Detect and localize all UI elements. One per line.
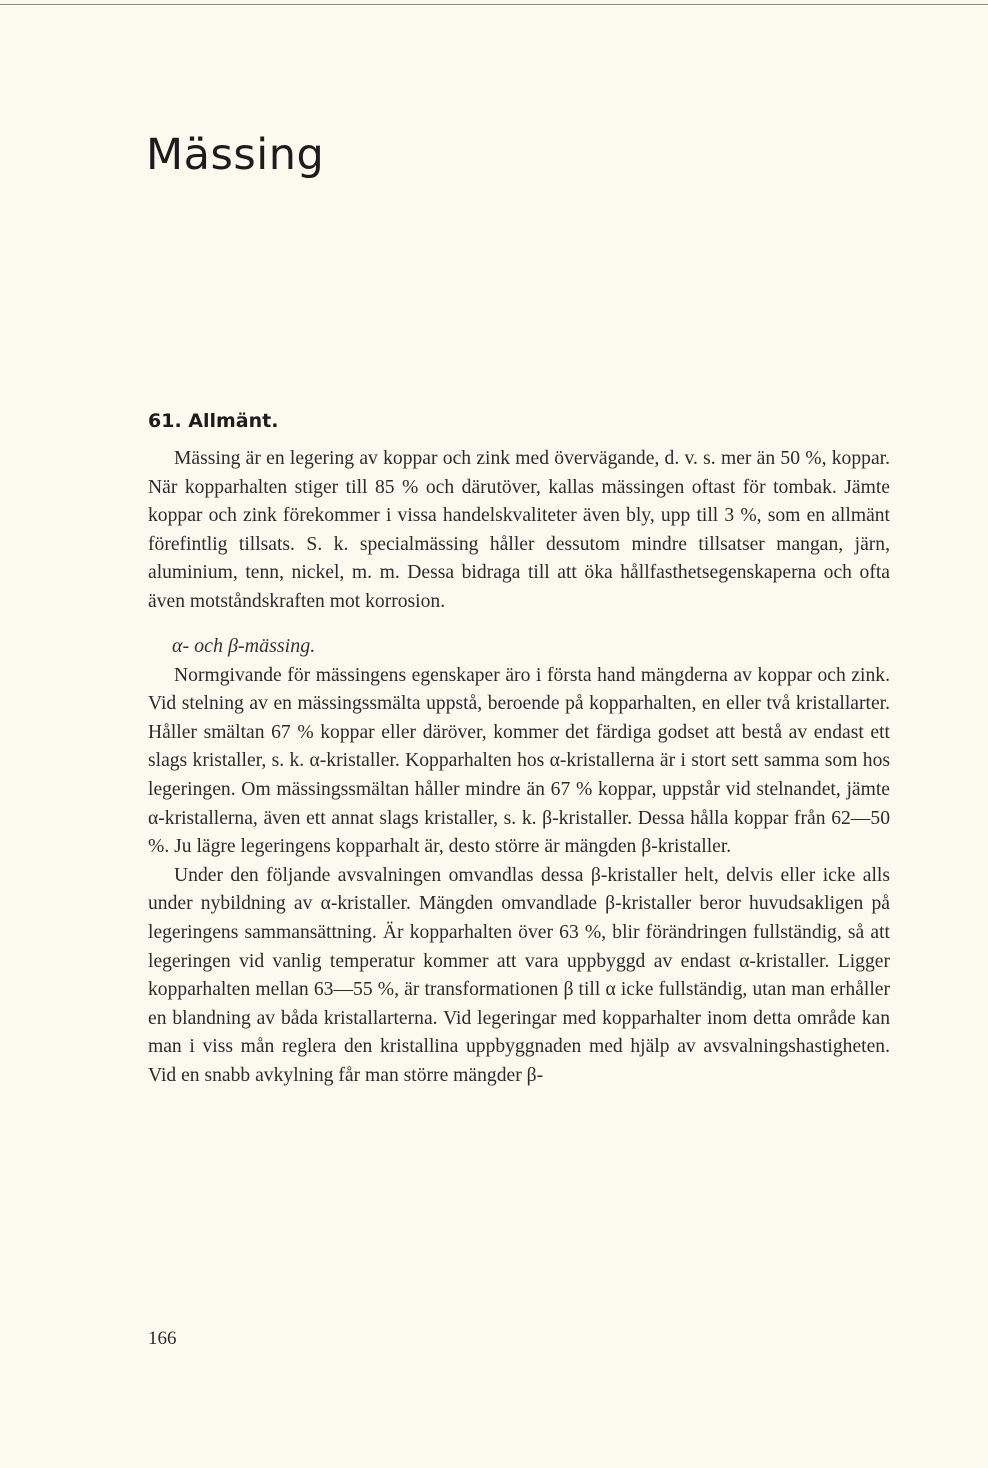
intro-paragraph: Mässing är en legering av koppar och zink med övervägande, d. v. s. mer än 50 %, koppar. När kopparhalten stiger till 85 % och därutöver, kallas mässingen oftast för tombak. Jämte koppar och zink förekommer i vissa handelskvaliteter även bly, upp till 3 %, som en allmänt förefintlig tillsats. S. k. specialmässing håller dessutom mindre tillsatser mangan, järn, aluminium, tenn, nickel, m. m. Dessa bidraga till att öka hållfasthetsegenskaperna och ofta även motståndskraften mot korrosion. (148, 448, 890, 612)
paragraph-3: Under den följande avsvalningen omvandlas dessa β-kristaller helt, delvis eller icke alls under nybildning av α-kristaller. Mängden omvandlade β-kristaller beror huvudsakligen på legeringens sammansättning. Är kopparhalten över 63 %, blir förändringen fullständig, så att legeringen vid vanlig temperatur kommer att vara uppbyggd av endast α-kristaller. Ligger kopparhalten mellan 63—55 %, är transformationen β till α icke fullständig, utan man erhåller en blandning av båda kristallarterna. Vid legeringar med kopparhalter inom detta område kan man i viss mån reglera den kristallina uppbyggnaden med hjälp av avsvalningshastigheten. Vid en snabb avkylning får man större mängder β- (148, 864, 890, 1086)
chapter-title: Mässing (146, 130, 325, 180)
subheading-alpha-beta: α- och β-mässing. (172, 634, 316, 657)
body-text (148, 445, 890, 1090)
paragraph-2: Normgivande för mässingens egenskaper äro i första hand mängderna av koppar och zink. Vid stelning av en mässingssmälta uppstå, beroende på kopparhalten, en eller två kristallarter. Håller smältan 67 % koppar eller däröver, kommer det färdiga godset att bestå av endast ett slags kristaller, s. k. α-kristaller. Kopparhalten hos α-kristallerna är i stort sett samma som hos legeringen. Om mässingssmältan håller mindre än 67 % koppar, uppstår vid stelnandet, jämte α-kristallerna, även ett annat slags kristaller, s. k. β-kristaller. Dessa hålla koppar från 62—50 %. Ju lägre legeringens kopparhalt är, desto större är mängden β-kristaller. (148, 664, 890, 858)
page-number: 166 (148, 1328, 177, 1349)
top-rule (0, 4, 988, 5)
section-heading: 61. Allmänt. (148, 410, 279, 432)
